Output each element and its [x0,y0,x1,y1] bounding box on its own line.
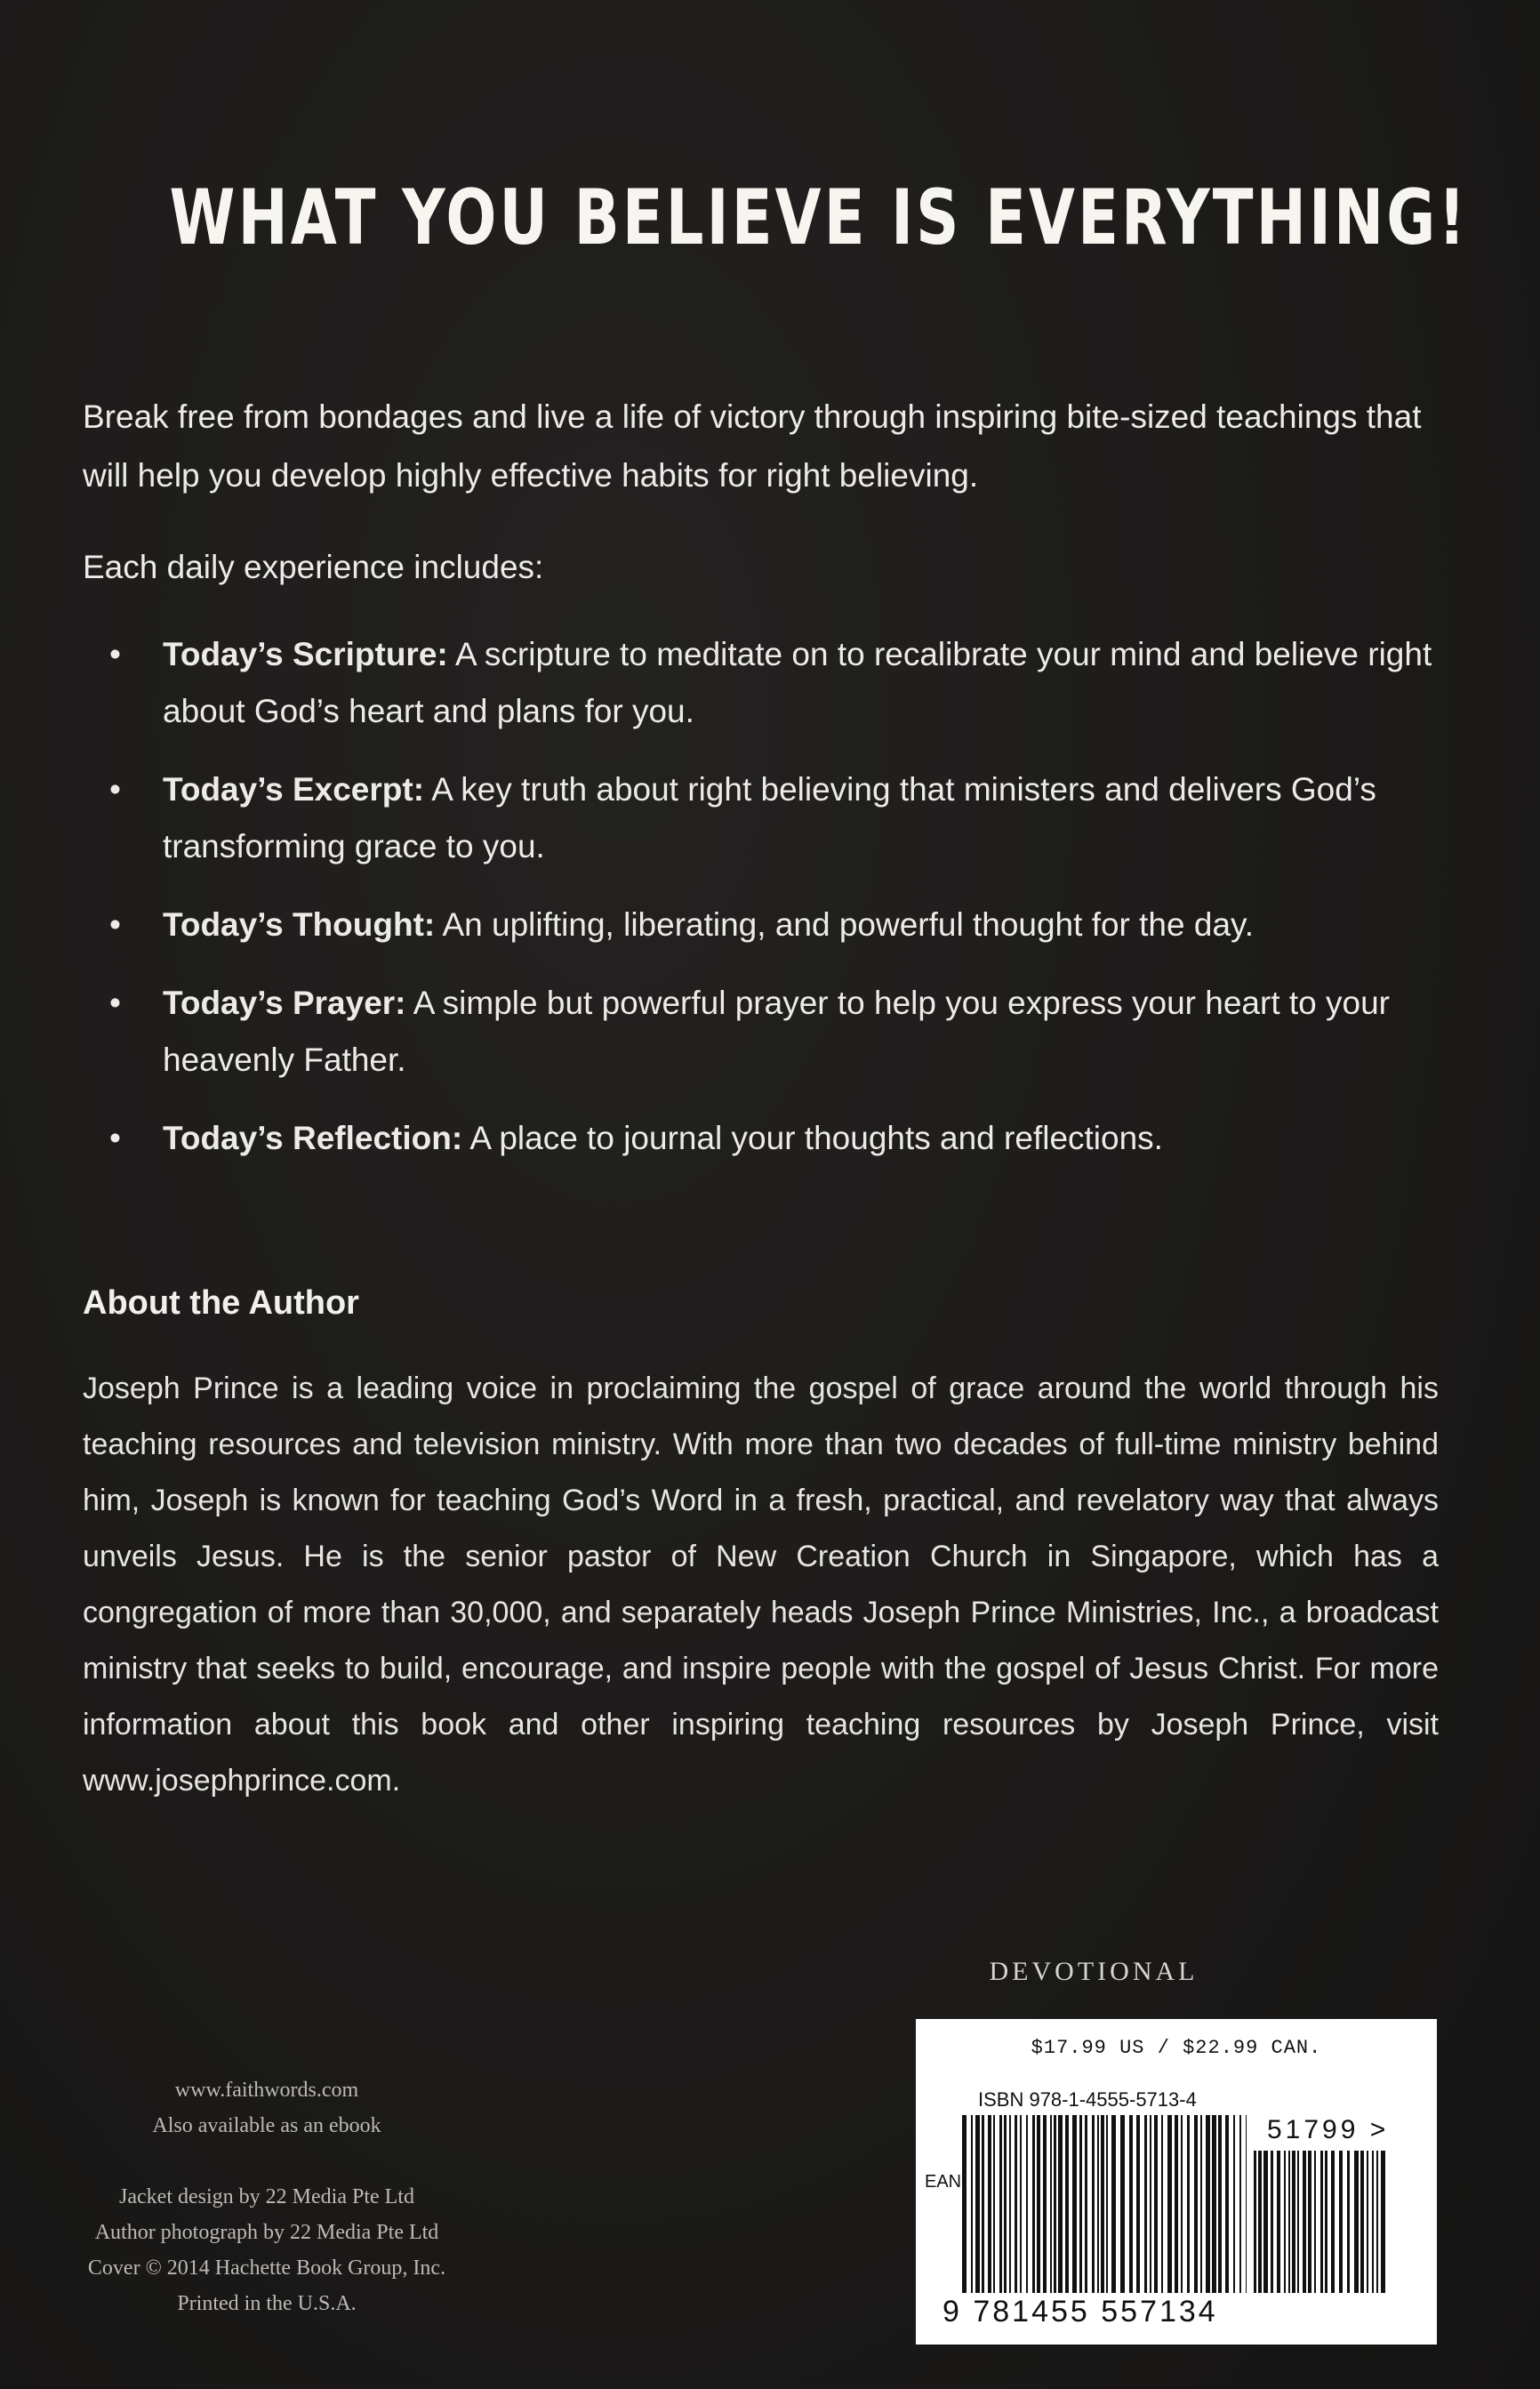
headline: WHAT YOU BELIEVE IS EVERYTHING! [169,173,1469,262]
barcode-bar [1072,2115,1077,2293]
barcode-bar [1254,2151,1256,2293]
barcode-bar [993,2115,995,2293]
barcode-bar [1314,2151,1316,2293]
barcode-bar [1111,2115,1116,2293]
feature-text: A scripture to meditate on to recalibrate your mind and believe right about God’s heart and plans for you. [163,636,1432,729]
bullet: • [109,906,121,943]
printed-in: Printed in the U.S.A. [177,2292,357,2315]
barcode-bar [1097,2115,1099,2293]
barcode-bar [1339,2151,1343,2293]
barcode-bar [1212,2115,1216,2293]
includes-label: Each daily experience includes: [83,549,544,585]
feature-term: Today’s Thought: [163,906,436,943]
bullet: • [109,771,121,808]
list-item [83,897,1470,953]
barcode-bar [1043,2115,1047,2293]
feature-term: Today’s Prayer: [163,985,406,1021]
ean-label: EAN [925,2172,962,2192]
barcode-bar [1292,2151,1295,2293]
barcode-bar [1092,2115,1095,2293]
feature-text: A place to journal your thoughts and reflections. [469,1120,1163,1156]
feature-list [83,626,1470,1167]
barcode-bar [1054,2115,1056,2293]
barcode-bar [1037,2115,1040,2293]
barcode-bar [1325,2151,1327,2293]
price-addon-barcode [1254,2151,1387,2293]
barcode-bar [1354,2151,1359,2293]
barcode-bar [982,2115,984,2293]
barcode-bar [1284,2151,1286,2293]
photo-credit: Author photograph by 22 Media Pte Ltd [94,2221,439,2244]
bullet: • [109,1120,121,1156]
barcode-bar [1200,2115,1202,2293]
feature-text: A simple but powerful prayer to help you express your heart to your heavenly Father. [163,985,1391,1078]
barcode-bar [1233,2115,1235,2293]
barcode-bar [1376,2151,1378,2293]
barcode-bar [1150,2115,1151,2293]
price-line: $17.99 US / $22.99 CAN. [1031,2037,1322,2059]
about-author-heading: About the Author [83,1284,359,1322]
publisher-credits [0,2072,533,2321]
barcode-bar [1258,2151,1262,2293]
feature-term: Today’s Reflection: [163,1120,463,1156]
barcode-bar [1004,2115,1007,2293]
barcode-bar [1225,2115,1229,2293]
barcode-bar [1288,2151,1290,2293]
barcode-bar [1009,2115,1011,2293]
isbn-text: ISBN 978-1-4555-5713-4 [978,2088,1197,2111]
barcode-bar [1120,2115,1125,2293]
barcode-bar [1136,2115,1140,2293]
publisher-website: www.faithwords.com [174,2079,359,2102]
barcode-bar [1308,2151,1311,2293]
barcode-bar [1101,2115,1104,2293]
jacket-credit: Jacket design by 22 Media Pte Ltd [119,2185,414,2208]
copyright-line: Cover © 2014 Hachette Book Group, Inc. [87,2256,446,2280]
barcode-bar [971,2115,973,2293]
barcode-bar [1303,2151,1306,2293]
barcode-bar [1246,2115,1247,2293]
barcode-bar [1277,2151,1280,2293]
addon-digits: 51799 > [1267,2115,1390,2144]
barcode-bar [1218,2115,1222,2293]
barcode-bar [1050,2115,1052,2293]
barcode-bar [1239,2115,1241,2293]
bullet: • [109,985,121,1021]
barcode-bar [1297,2151,1299,2293]
barcode-panel [916,2019,1437,2345]
ean-digits: 9 781455 557134 [942,2295,1218,2329]
intro-paragraph: Break free from bondages and live a life of victory through inspiring bite-sized teachings that will help you develop highly effective habits for right believing. [83,398,1422,494]
barcode-bar [1271,2151,1273,2293]
list-item [83,1110,1470,1167]
list-item [83,761,1470,875]
barcode-bar [988,2115,991,2293]
barcode-bar [1032,2115,1035,2293]
barcode-bar [1015,2115,1017,2293]
feature-text: A key truth about right believing that ministers and delivers God’s transforming grace to you. [163,771,1376,865]
barcode-bar [1360,2151,1364,2293]
barcode-bar [1347,2151,1350,2293]
barcode-bar [1263,2151,1268,2293]
barcode-bar [1106,2115,1108,2293]
barcode-bar [1079,2115,1082,2293]
barcode-bar [1020,2115,1022,2293]
feature-term: Today’s Excerpt: [163,771,425,808]
feature-term: Today’s Scripture: [163,636,448,672]
list-item [83,975,1470,1089]
barcode-bar [1320,2151,1323,2293]
barcode-bar [1167,2115,1172,2293]
barcode-bar [1026,2115,1028,2293]
ean-barcode [962,2115,1247,2293]
barcode-bar [1181,2115,1183,2293]
barcode-bar [1331,2151,1335,2293]
barcode-bar [1372,2151,1374,2293]
author-bio: Joseph Prince is a leading voice in proclaiming the gospel of grace around the world through his teaching resources and television ministry. With more than two decades of full-time ministry behind him, Joseph is known for teaching God’s Word in a fresh, practical, and revelatory way that always unveils Jesus. He is the senior pastor of New Creation Church in Singapore, which has a congregation of more than 30,000, and separately heads Joseph Prince Ministries, Inc., a broadcast ministry that seeks to build, encourage, and inspire people with the gospel of Jesus Christ. For more information about this book and other inspiring teaching resources by Joseph Prince, visit www.josephprince.com. [83,1371,1439,1798]
barcode-bar [1129,2115,1133,2293]
bullet: • [109,636,121,672]
barcode-bar [1065,2115,1069,2293]
barcode-bar [962,2115,967,2293]
barcode-bar [975,2115,980,2293]
feature-text: An uplifting, liberating, and powerful thought for the day. [442,906,1255,943]
barcode-bar [999,2115,1002,2293]
barcode-bar [1175,2115,1178,2293]
barcode-bar [1154,2115,1158,2293]
barcode-bar [1367,2151,1368,2293]
barcode-bar [1085,2115,1087,2293]
genre-label: DEVOTIONAL [989,1957,1199,1986]
barcode-bar [1187,2115,1190,2293]
barcode-bar [1381,2151,1385,2293]
list-item [83,626,1470,740]
barcode-bar [1194,2115,1198,2293]
barcode-bar [1144,2115,1147,2293]
barcode-bar [1206,2115,1210,2293]
barcode-bar [1058,2115,1063,2293]
ebook-note: Also available as an ebook [152,2114,381,2137]
barcode-bar [1161,2115,1163,2293]
